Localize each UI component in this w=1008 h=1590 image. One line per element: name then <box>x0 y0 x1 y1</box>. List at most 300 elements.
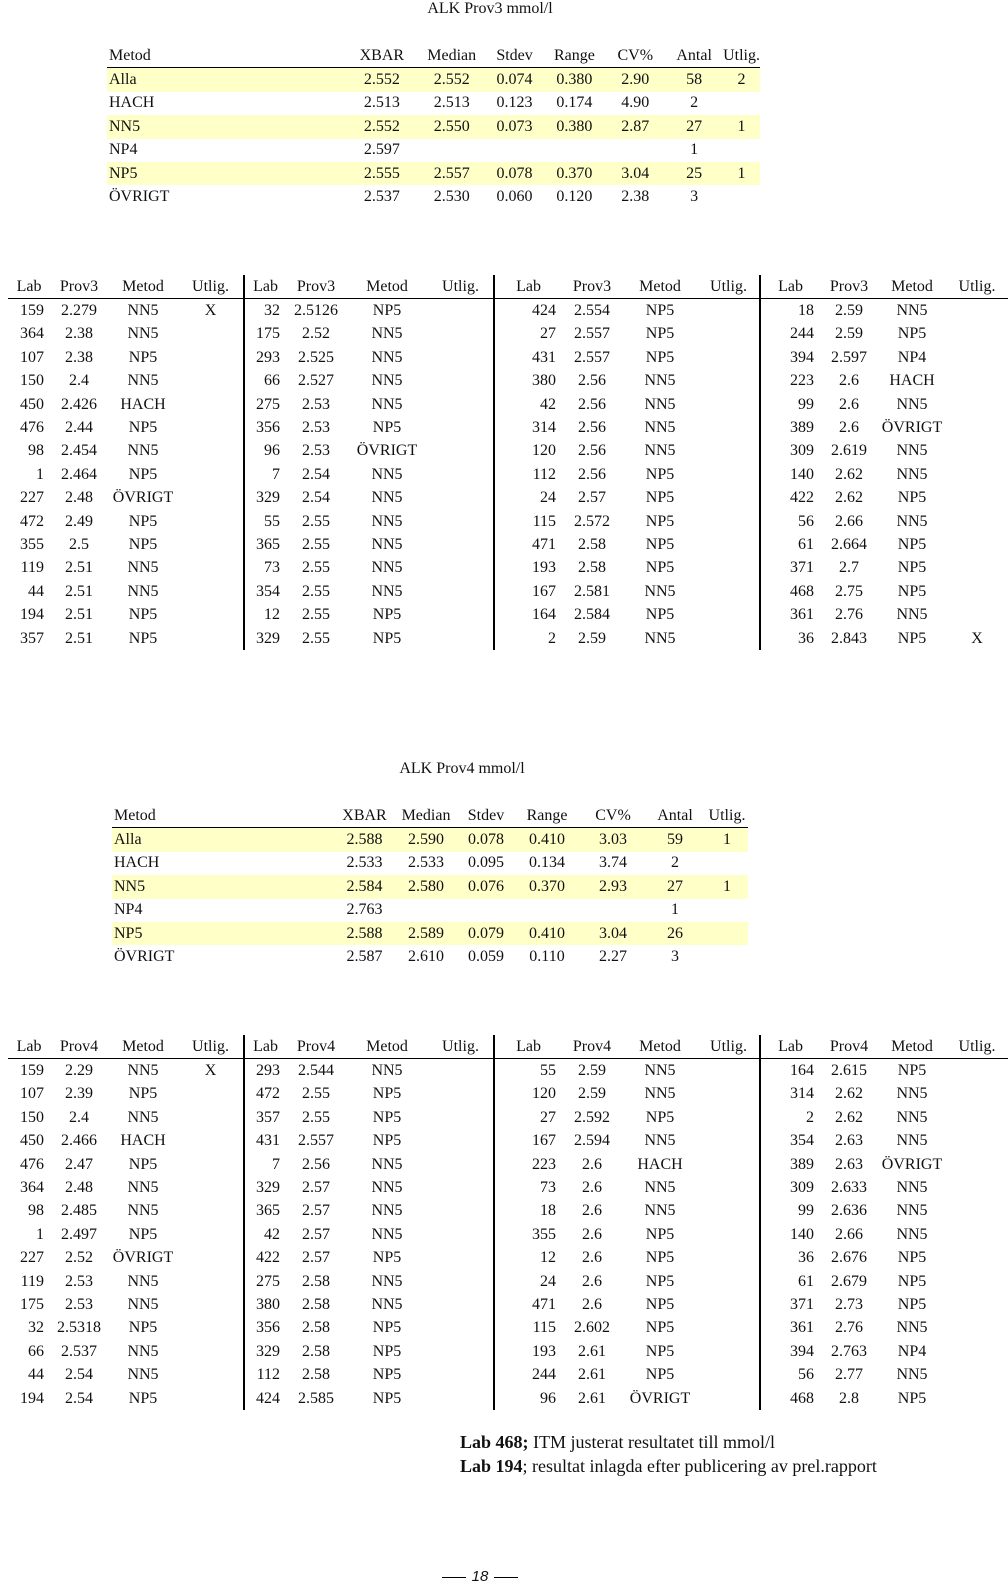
lab-cell: 2.6 <box>839 372 859 390</box>
lab-cell: 7 <box>244 463 286 486</box>
lab-cell <box>428 1270 494 1293</box>
lab-cell <box>698 1293 760 1316</box>
lab-cell: 96 <box>494 1387 562 1410</box>
lab-cell <box>946 440 1008 463</box>
summary-cell: 2.90 <box>605 68 665 92</box>
lab-cell: 389 <box>760 416 820 439</box>
lab-cell <box>428 1176 494 1199</box>
lab-cell: 2.76 <box>835 606 863 624</box>
lab-cell <box>698 440 760 463</box>
summary-cell: 0.380 <box>543 68 605 92</box>
summary-cell: 0.073 <box>486 115 544 138</box>
lab-cell: 422 <box>760 487 820 510</box>
lab-header-cell: Metod <box>346 275 428 299</box>
lab-cell: NN5 <box>371 512 403 530</box>
lab-cell: 2.4 <box>69 1108 89 1126</box>
summary-cell: 2.557 <box>418 162 486 185</box>
lab-cell: NP5 <box>897 1272 927 1290</box>
lab-cell: 194 <box>20 606 44 624</box>
lab-cell: HACH <box>637 1155 683 1173</box>
lab-cell: 167 <box>494 580 562 603</box>
lab-row <box>8 416 1008 439</box>
lab-cell: 2.58 <box>302 1295 330 1313</box>
lab-header-cell: Utlig. <box>428 275 494 299</box>
lab-cell: 2.615 <box>831 1062 867 1080</box>
lab-header-cell: Prov4 <box>50 1035 108 1059</box>
summary-cell: 0.410 <box>512 922 582 945</box>
lab-cell <box>428 1363 494 1386</box>
lab-cell <box>698 299 760 323</box>
lab-cell: NP5 <box>645 489 675 507</box>
lab-cell: 44 <box>28 582 44 600</box>
summary-row <box>112 852 748 875</box>
lab-cell: X <box>204 1062 217 1080</box>
lab-cell: 2.38 <box>65 325 93 343</box>
summary-cell: 2.87 <box>605 115 665 138</box>
lab-cell <box>946 603 1008 626</box>
summary-header-cell: Metod <box>112 804 337 828</box>
summary-cell: 2 <box>671 854 679 872</box>
lab-cell: NN5 <box>127 1179 159 1197</box>
summary-row <box>112 828 748 852</box>
lab-cell <box>698 1083 760 1106</box>
summary-header-cell: Median <box>418 44 486 68</box>
lab-cell: NP5 <box>897 1062 927 1080</box>
lab-cell <box>698 1317 760 1340</box>
summary-cell: NN5 <box>107 115 346 138</box>
lab-cell: 2.6 <box>582 1155 602 1173</box>
lab-cell: 431 <box>244 1130 286 1153</box>
lab-cell: 476 <box>20 419 44 437</box>
lab-cell <box>178 627 244 650</box>
lab-cell: 2.39 <box>65 1085 93 1103</box>
lab-cell: 2.52 <box>65 1249 93 1267</box>
summary-row <box>107 162 760 185</box>
lab-cell: 73 <box>244 557 286 580</box>
summary-cell: 2.588 <box>337 922 392 945</box>
lab-cell: 2.56 <box>578 442 606 460</box>
lab-cell: NP5 <box>128 512 158 530</box>
lab-cell: 356 <box>244 416 286 439</box>
lab-row <box>8 1317 1008 1340</box>
lab-cell: NN5 <box>127 325 159 343</box>
lab-cell: NN5 <box>644 1085 676 1103</box>
lab-cell: NN5 <box>371 1062 403 1080</box>
lab-cell: 309 <box>760 1176 820 1199</box>
summary-row <box>112 899 748 922</box>
summary-cell: 58 <box>665 68 723 92</box>
summary-cell <box>543 139 605 162</box>
lab-cell: 422 <box>244 1247 286 1270</box>
lab-cell: 2.581 <box>574 582 610 600</box>
lab-cell: 2.6 <box>839 419 859 437</box>
lab-cell: 159 <box>20 1062 44 1080</box>
lab-header-cell: Prov4 <box>562 1035 622 1059</box>
summary-cell: 0.380 <box>543 115 605 138</box>
lab-cell: NP5 <box>645 535 675 553</box>
lab-cell: 275 <box>244 393 286 416</box>
lab-cell: NN5 <box>371 325 403 343</box>
lab-cell: 2.466 <box>61 1132 97 1150</box>
lab-cell: 354 <box>244 580 286 603</box>
lab-cell: 2.525 <box>298 348 334 366</box>
summary-cell: 25 <box>665 162 723 185</box>
summary-cell: 1 <box>723 162 760 185</box>
lab-header-cell: Utlig. <box>178 275 244 299</box>
lab-cell <box>178 1387 244 1410</box>
lab-cell: 119 <box>20 1272 44 1290</box>
summary-cell: HACH <box>114 854 160 872</box>
lab-cell: 56 <box>760 1363 820 1386</box>
lab-cell: 2.843 <box>831 629 867 647</box>
lab-cell: 2.55 <box>302 629 330 647</box>
lab-cell: 244 <box>760 323 820 346</box>
lab-cell: 2.55 <box>302 535 330 553</box>
summary-cell: 2 <box>690 94 699 112</box>
summary-cell: 59 <box>644 828 706 852</box>
lab-cell: NP5 <box>645 1295 675 1313</box>
summary-cell: 0.076 <box>460 875 512 898</box>
summary-cell: 2.552 <box>346 115 418 138</box>
lab-cell: NP5 <box>128 419 158 437</box>
lab-cell: 2.57 <box>578 489 606 507</box>
lab-cell: 66 <box>244 370 286 393</box>
summary-cell: 2.550 <box>418 115 486 138</box>
lab-cell <box>698 393 760 416</box>
lab-cell: NN5 <box>896 1085 928 1103</box>
lab-cell: 2.73 <box>835 1295 863 1313</box>
lab-cell: NP5 <box>897 535 927 553</box>
lab-header-cell: Lab <box>8 1035 50 1059</box>
lab-cell: 99 <box>760 1200 820 1223</box>
lab-cell <box>946 299 1008 323</box>
lab-row <box>8 1176 1008 1199</box>
lab-cell: 2.51 <box>65 559 93 577</box>
lab-cell <box>428 580 494 603</box>
lab-cell: 329 <box>244 1340 286 1363</box>
lab-cell: 120 <box>494 1083 562 1106</box>
lab-cell: 357 <box>244 1106 286 1129</box>
lab-cell: NN5 <box>644 372 676 390</box>
summary-cell: 0.410 <box>512 828 582 852</box>
lab-cell <box>698 487 760 510</box>
lab-cell: NN5 <box>644 1062 676 1080</box>
page-number-dash-left <box>442 1577 466 1578</box>
lab-cell: NN5 <box>127 1202 159 1220</box>
summary-cell: 2.533 <box>346 854 383 872</box>
lab-cell: NN5 <box>127 442 159 460</box>
lab-cell: 2.61 <box>578 1342 606 1360</box>
summary-cell: 2.513 <box>363 94 400 112</box>
lab-header-cell: Lab <box>760 1035 820 1059</box>
summary-cell <box>706 922 748 945</box>
lab-cell: NN5 <box>127 1366 159 1384</box>
lab-cell: NP5 <box>645 559 675 577</box>
summary-header-cell: Median <box>392 804 460 828</box>
lab-cell: 175 <box>20 1295 44 1313</box>
lab-cell: NP5 <box>645 1108 675 1126</box>
lab-cell <box>428 370 494 393</box>
lab-cell: 193 <box>494 557 562 580</box>
lab-cell: 2.56 <box>578 419 606 437</box>
summary-cell: 2.584 <box>337 875 392 898</box>
lab-cell: 2.497 <box>61 1225 97 1243</box>
lab-cell: 2.55 <box>302 606 330 624</box>
lab-cell <box>698 1363 760 1386</box>
summary-cell: 2.763 <box>346 901 383 919</box>
lab-cell: NN5 <box>371 1272 403 1290</box>
lab-cell: 2.66 <box>835 1225 863 1243</box>
summary-cell <box>418 139 486 162</box>
lab-cell: NP5 <box>128 1389 158 1407</box>
summary-cell <box>706 945 748 968</box>
summary-cell <box>723 185 760 208</box>
lab-cell <box>178 416 244 439</box>
summary-cell: 1 <box>690 141 699 159</box>
summary-cell: Alla <box>107 68 346 92</box>
lab-cell: 2.572 <box>574 512 610 530</box>
lab-cell <box>698 323 760 346</box>
lab-cell <box>428 1200 494 1223</box>
lab-cell: NP5 <box>128 535 158 553</box>
lab-cell: 2.58 <box>578 559 606 577</box>
lab-cell: 365 <box>244 1200 286 1223</box>
lab-cell <box>178 1317 244 1340</box>
lab-cell <box>178 1083 244 1106</box>
lab-cell: 2.53 <box>302 395 330 413</box>
lab-cell: 2.6 <box>582 1295 602 1313</box>
summary-cell: 0.123 <box>496 94 533 112</box>
lab-cell: NN5 <box>644 1132 676 1150</box>
lab-cell <box>698 1059 760 1083</box>
page-number-value: 18 <box>471 1568 489 1585</box>
lab-cell: NN5 <box>371 535 403 553</box>
lab-cell: 2.56 <box>578 372 606 390</box>
lab-cell: 1 <box>36 465 44 483</box>
lab-header-cell: Lab <box>244 275 286 299</box>
lab-cell <box>698 1200 760 1223</box>
lab-cell: NP5 <box>645 302 675 320</box>
note-lab-468 <box>460 1432 775 1453</box>
lab-cell: 2.58 <box>302 1272 330 1290</box>
lab-cell: 2.584 <box>574 606 610 624</box>
lab-cell <box>946 370 1008 393</box>
lab-cell: 2.56 <box>302 1155 330 1173</box>
lab-cell <box>178 533 244 556</box>
lab-row <box>8 1200 1008 1223</box>
lab-cell: NP5 <box>645 325 675 343</box>
lab-cell: 24 <box>494 1270 562 1293</box>
lab-cell: NP5 <box>372 606 402 624</box>
lab-cell <box>698 346 760 369</box>
lab-cell: 2.49 <box>65 512 93 530</box>
lab-cell: 2.454 <box>61 442 97 460</box>
lab-cell: NN5 <box>896 1179 928 1197</box>
note-lab-194 <box>460 1456 877 1477</box>
lab-cell <box>946 1293 1008 1316</box>
lab-row <box>8 393 1008 416</box>
lab-header-row <box>8 275 1008 299</box>
summary-header-cell: Antal <box>665 44 723 68</box>
lab-cell: 2.544 <box>298 1062 334 1080</box>
lab-header-cell: Utlig. <box>946 1035 1008 1059</box>
lab-cell: NN5 <box>371 395 403 413</box>
lab-cell <box>178 370 244 393</box>
lab-cell: NN5 <box>644 395 676 413</box>
lab-header-cell: Prov3 <box>820 275 878 299</box>
summary-cell: 3.04 <box>582 922 644 945</box>
lab-cell <box>946 580 1008 603</box>
lab-cell <box>698 1153 760 1176</box>
lab-cell: NN5 <box>896 302 928 320</box>
lab-cell: 309 <box>760 440 820 463</box>
lab-cell: 2.485 <box>61 1202 97 1220</box>
lab-cell <box>946 1363 1008 1386</box>
lab-cell <box>946 557 1008 580</box>
summary-header-row <box>107 44 760 68</box>
lab-cell: HACH <box>120 395 166 413</box>
lab-cell: 2.619 <box>831 442 867 460</box>
lab-header-cell: Prov4 <box>286 1035 346 1059</box>
summary-cell: 3 <box>671 948 679 966</box>
lab-cell: 2.664 <box>831 535 867 553</box>
lab-cell: 150 <box>20 372 44 390</box>
lab-cell: 24 <box>494 487 562 510</box>
lab-cell: NN5 <box>896 1319 928 1337</box>
lab-cell: NP5 <box>372 1132 402 1150</box>
lab-cell: 2.602 <box>574 1319 610 1337</box>
lab-cell <box>946 1200 1008 1223</box>
lab-cell: 2.58 <box>302 1319 330 1337</box>
note-lab-468-text: ITM justerat resultatet till mmol/l <box>533 1432 775 1452</box>
lab-cell: 27 <box>494 323 562 346</box>
lab-cell: 2.52 <box>302 325 330 343</box>
summary-cell: ÖVRIGT <box>109 188 170 206</box>
lab-header-cell: Utlig. <box>178 1035 244 1059</box>
lab-row <box>8 1387 1008 1410</box>
lab-cell: 2.55 <box>302 512 330 530</box>
lab-cell: NP5 <box>372 1108 402 1126</box>
lab-cell: 2.62 <box>835 489 863 507</box>
lab-cell: 2.77 <box>835 1366 863 1384</box>
lab-cell <box>946 416 1008 439</box>
lab-cell <box>698 510 760 533</box>
lab-cell: NN5 <box>896 395 928 413</box>
lab-row <box>8 299 1008 323</box>
lab-cell: 2.61 <box>578 1366 606 1384</box>
lab-cell: NP5 <box>372 302 402 320</box>
lab-cell: 2.5126 <box>294 302 338 320</box>
lab-header-cell: Utlig. <box>428 1035 494 1059</box>
summary-cell: 0.174 <box>556 94 593 112</box>
summary-cell: NP4 <box>114 901 143 919</box>
lab-cell: 329 <box>244 627 286 650</box>
lab-header-row <box>8 1035 1008 1059</box>
lab-cell: 227 <box>20 489 44 507</box>
lab-cell: 2.8 <box>839 1389 859 1407</box>
lab-cell: NN5 <box>127 582 159 600</box>
summary-cell: 1 <box>706 828 748 852</box>
lab-cell: NP5 <box>372 1319 402 1337</box>
lab-header-cell: Metod <box>622 275 698 299</box>
lab-cell: 2.57 <box>302 1202 330 1220</box>
lab-cell: 2.48 <box>65 489 93 507</box>
summary-cell: 0.134 <box>529 854 565 872</box>
lab-cell <box>428 463 494 486</box>
lab-cell: NN5 <box>371 465 403 483</box>
lab-cell <box>946 1387 1008 1410</box>
lab-cell: 2.554 <box>574 302 610 320</box>
lab-cell: ÖVRIGT <box>881 1155 943 1173</box>
lab-cell: 2.679 <box>831 1272 867 1290</box>
lab-cell <box>946 1340 1008 1363</box>
lab-cell: NN5 <box>644 442 676 460</box>
lab-cell: 2.54 <box>65 1389 93 1407</box>
lab-cell <box>698 557 760 580</box>
lab-cell: 329 <box>244 487 286 510</box>
lab-row <box>8 1153 1008 1176</box>
lab-cell: 2.55 <box>302 1108 330 1126</box>
lab-cell: 394 <box>760 1340 820 1363</box>
lab-cell: NN5 <box>371 559 403 577</box>
lab-cell <box>698 1340 760 1363</box>
prov4-title: ALK Prov4 mmol/l <box>399 760 525 777</box>
lab-cell <box>428 627 494 650</box>
lab-cell: 98 <box>28 1202 44 1220</box>
lab-cell: 96 <box>244 440 286 463</box>
lab-header-cell: Metod <box>878 1035 946 1059</box>
lab-cell: 2.585 <box>298 1389 334 1407</box>
lab-cell <box>428 1130 494 1153</box>
lab-cell: 2.6 <box>582 1202 602 1220</box>
summary-cell: 2.597 <box>363 141 400 159</box>
lab-header-cell: Prov4 <box>820 1035 878 1059</box>
lab-cell: 1 <box>36 1225 44 1243</box>
summary-cell: 1 <box>723 115 760 138</box>
summary-row <box>107 92 760 115</box>
lab-cell: NP5 <box>897 1295 927 1313</box>
lab-cell: NP5 <box>645 512 675 530</box>
lab-cell: 2.55 <box>302 559 330 577</box>
lab-cell: NP5 <box>128 629 158 647</box>
lab-cell: 2.62 <box>835 465 863 483</box>
lab-cell: 2.6 <box>582 1225 602 1243</box>
summary-header-cell: XBAR <box>346 44 418 68</box>
lab-cell: 140 <box>760 1223 820 1246</box>
lab-cell: NP5 <box>645 1319 675 1337</box>
lab-cell: NP5 <box>645 1366 675 1384</box>
lab-cell: 2.58 <box>302 1366 330 1384</box>
lab-cell: 2.51 <box>65 606 93 624</box>
lab-cell: 61 <box>760 533 820 556</box>
lab-cell: 2.464 <box>61 465 97 483</box>
lab-cell: NN5 <box>127 302 159 320</box>
lab-cell: 2.557 <box>574 348 610 366</box>
lab-cell: NP5 <box>645 348 675 366</box>
lab-cell <box>698 1176 760 1199</box>
lab-cell: 2.61 <box>578 1389 606 1407</box>
lab-cell: 99 <box>760 393 820 416</box>
lab-cell: 2.53 <box>65 1272 93 1290</box>
lab-cell: NP5 <box>645 1249 675 1267</box>
summary-row <box>112 875 748 898</box>
lab-cell: 2.44 <box>65 419 93 437</box>
lab-cell <box>946 1083 1008 1106</box>
summary-row <box>112 922 748 945</box>
lab-cell: 159 <box>20 302 44 320</box>
summary-header-cell: Antal <box>644 804 706 828</box>
lab-cell <box>428 393 494 416</box>
